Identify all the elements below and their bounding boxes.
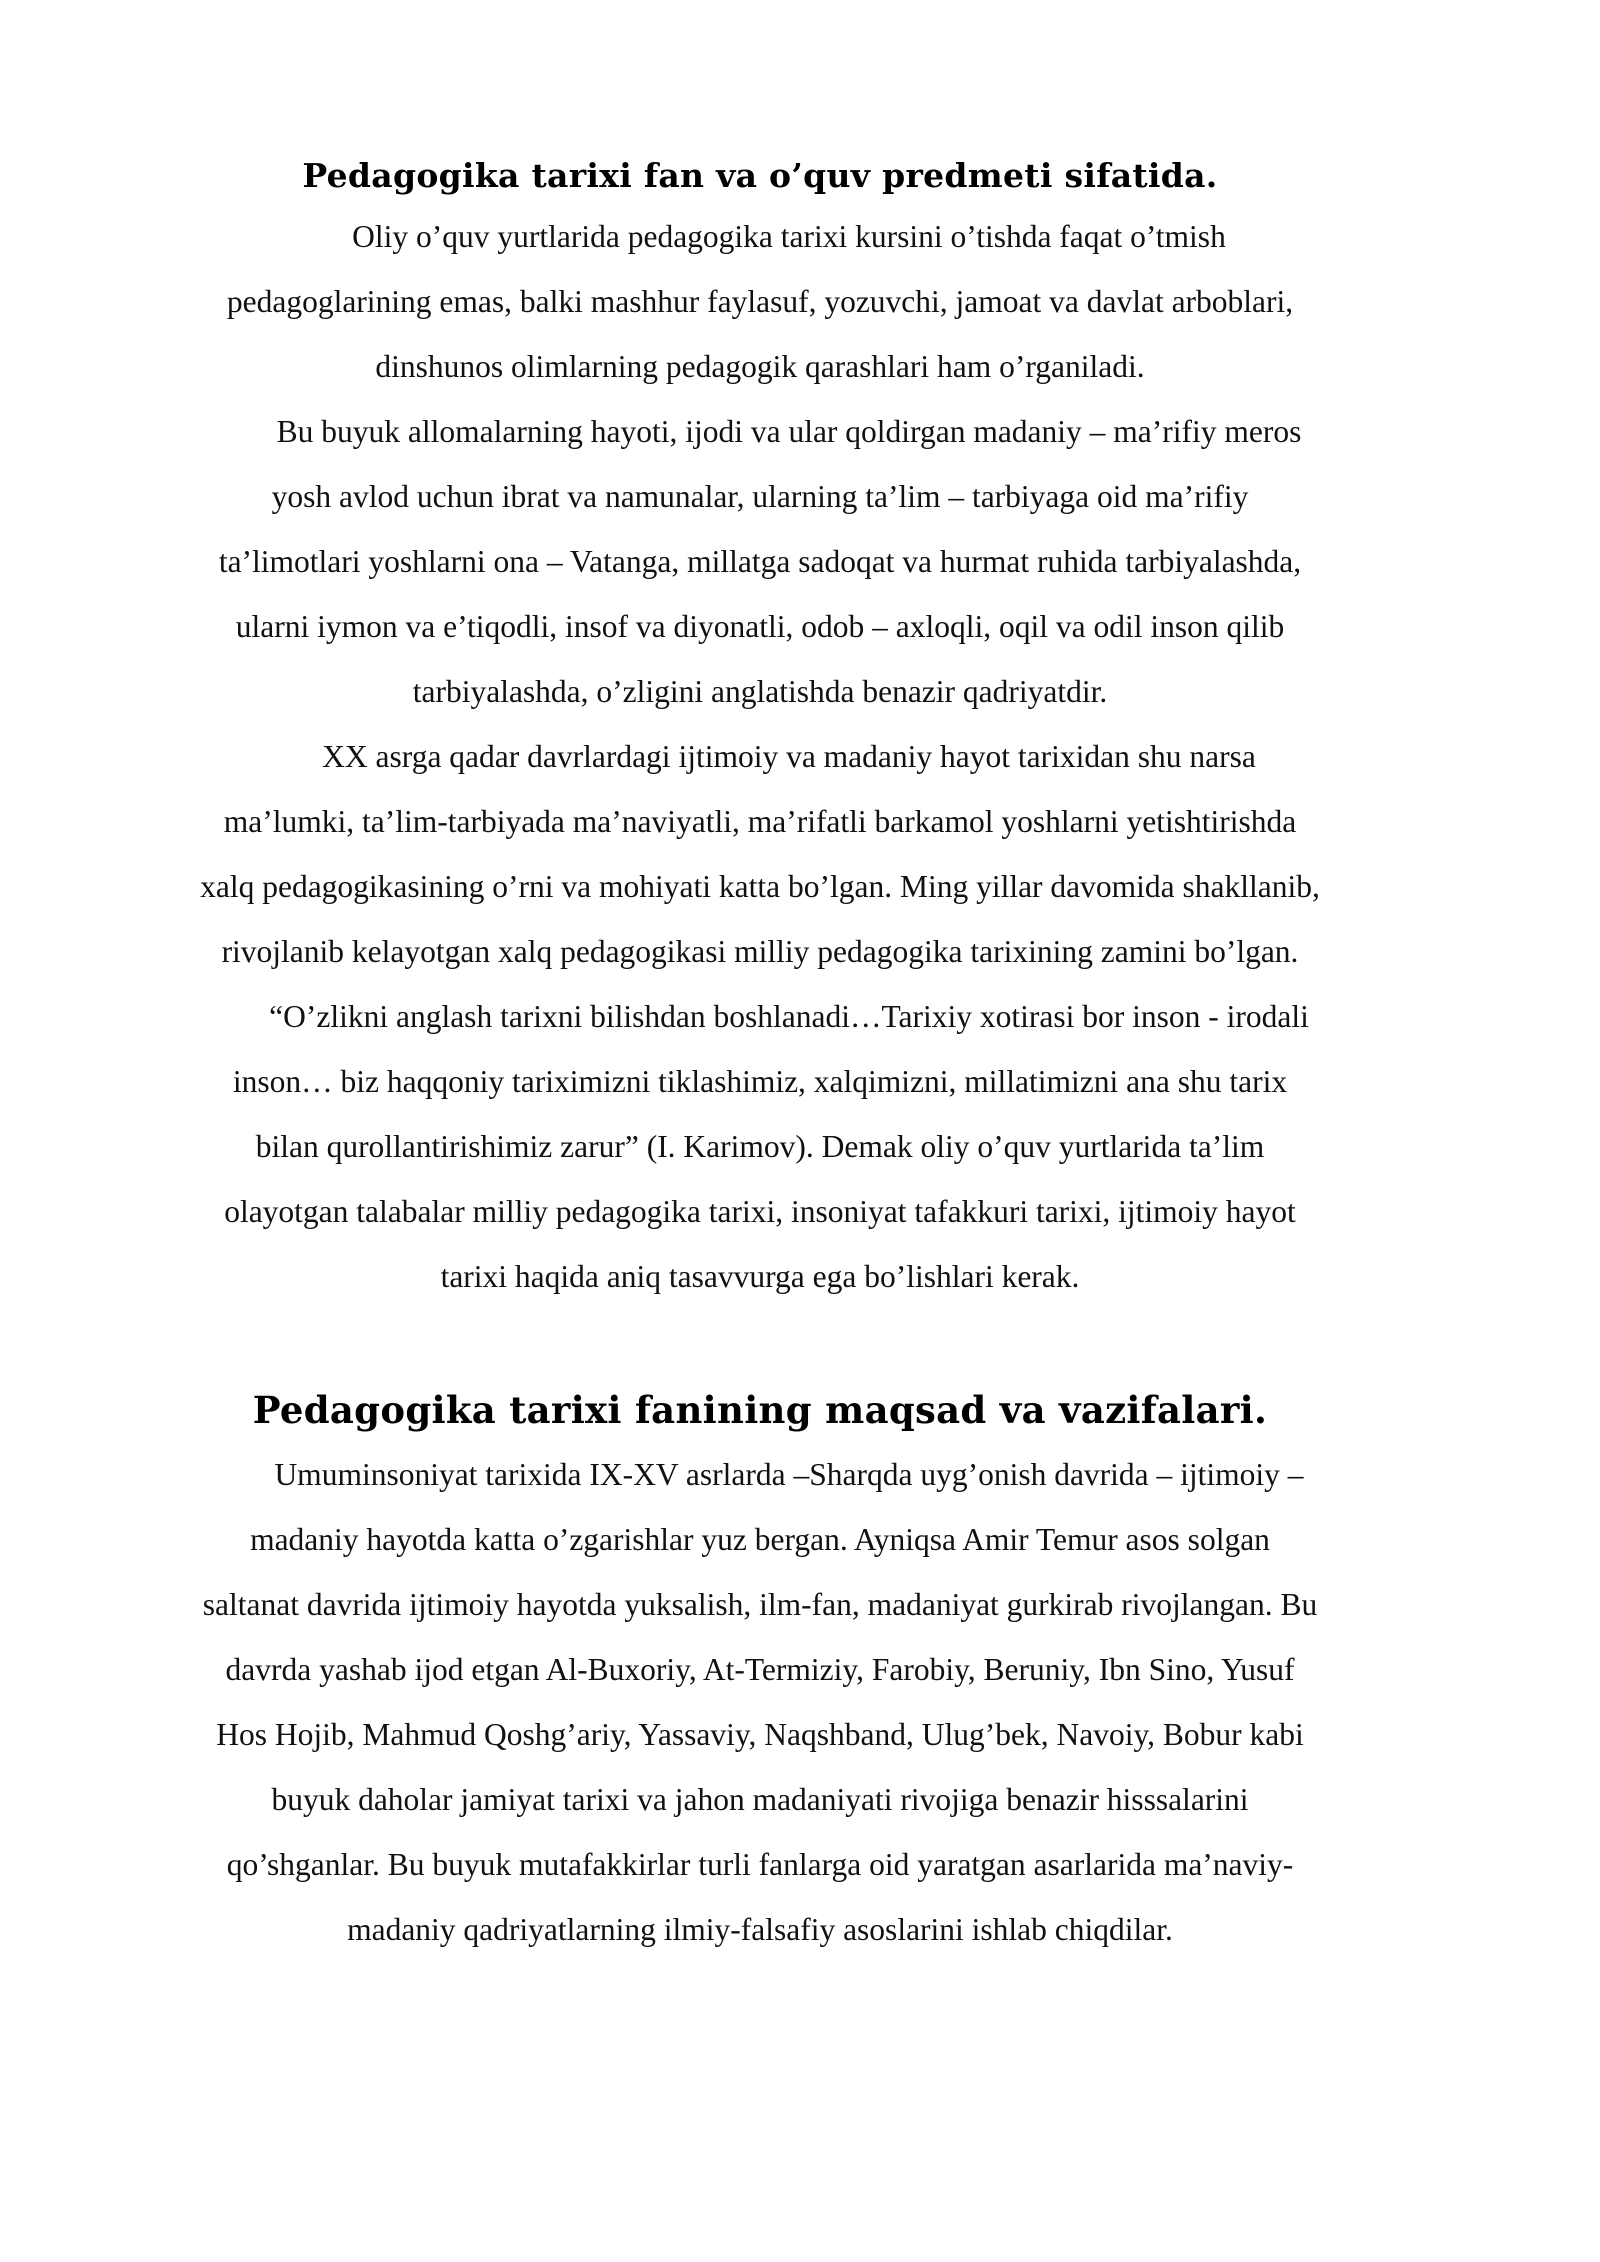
- section-heading: Pedagogika tarixi fan va o’quv predmeti sifatida.: [302, 156, 1218, 195]
- paragraph: Oliy o’quv yurtlarida pedagogika tarixi kursini o’tishda faqat o’tmish pedagoglarining emas, balki mashhur faylasuf, yozuvchi, jamoat va davlat arboblari, dinshunos olimlarning pedagogik qarashlari ham o’rganiladi.: [226, 219, 1294, 384]
- section-goals-and-tasks: [200, 1378, 1320, 1962]
- paragraph: XX asrga qadar davrlardagi ijtimoiy va madaniy hayot tarixidan shu narsa ma’lumki, ta’lim-tarbiyada ma’naviyatli, ma’rifatli barkamol yoshlarni yetishtirishda xalq pedagogikasining o’rni va mohiyati katta bo’lgan. Ming yillar davomida shakllanib, rivojlanib kelayotgan xalq pedagogikasi milliy pedagogika tarixining zamini bo’lgan.: [200, 739, 1320, 969]
- paragraph: Bu buyuk allomalarning hayoti, ijodi va ular qoldirgan madaniy – ma’rifiy meros yosh avlod uchun ibrat va namunalar, ularning ta’lim – tarbiyaga oid ma’rifiy ta’limotlari yoshlarni ona – Vatanga, millatga sadoqat va hurmat ruhida tarbiyalashda, ularni iymon va e’tiqodli, insof va diyonatli, odob – axloqli, oqil va odil inson qilib tarbiyalashda, o’zligini anglatishda benazir qadriyatdir.: [218, 414, 1302, 709]
- section-history-as-subject: [200, 148, 1320, 1309]
- paragraph: “O’zlikni anglash tarixni bilishdan boshlanadi…Tarixiy xotirasi bor inson - irodali inson… biz haqqoniy tariximizni tiklashimiz, xalqimizni, millatimizni ana shu tarix bilan qurollantirishimiz zarur” (I. Karimov). Demak oliy o’quv yurtlarida ta’lim olayotgan talabalar milliy pedagogika tarixi, insoniyat tafakkuri tarixi, ijtimoiy hayot tarixi haqida aniq tasavvurga ega bo’lishlari kerak.: [224, 999, 1309, 1294]
- paragraph: Umuminsoniyat tarixida IX-XV asrlarda –Sharqda uyg’onish davrida – ijtimoiy – madaniy hayotda katta o’zgarishlar yuz bergan. Ayniqsa Amir Temur asos solgan saltanat davrida ijtimoiy hayotda yuksalish, ilm-fan, madaniyat gurkirab rivojlangan. Bu davrda yashab ijod etgan Al-Buxoriy, At-Termiziy, Farobiy, Beruniy, Ibn Sino, Yusuf Hos Hojib, Mahmud Qoshg’ariy, Yassaviy, Naqshband, Ulug’bek, Navoiy, Bobur kabi buyuk daholar jamiyat tarixi va jahon madaniyati rivojiga benazir hisssalarini qo’shganlar. Bu buyuk mutafakkirlar turli fanlarga oid yaratgan asarlarida ma’naviy-madaniy qadriyatlarning ilmiy-falsafiy asoslarini ishlab chiqdilar.: [202, 1457, 1318, 1947]
- section-heading: Pedagogika tarixi fanining maqsad va vazifalari.: [252, 1388, 1268, 1432]
